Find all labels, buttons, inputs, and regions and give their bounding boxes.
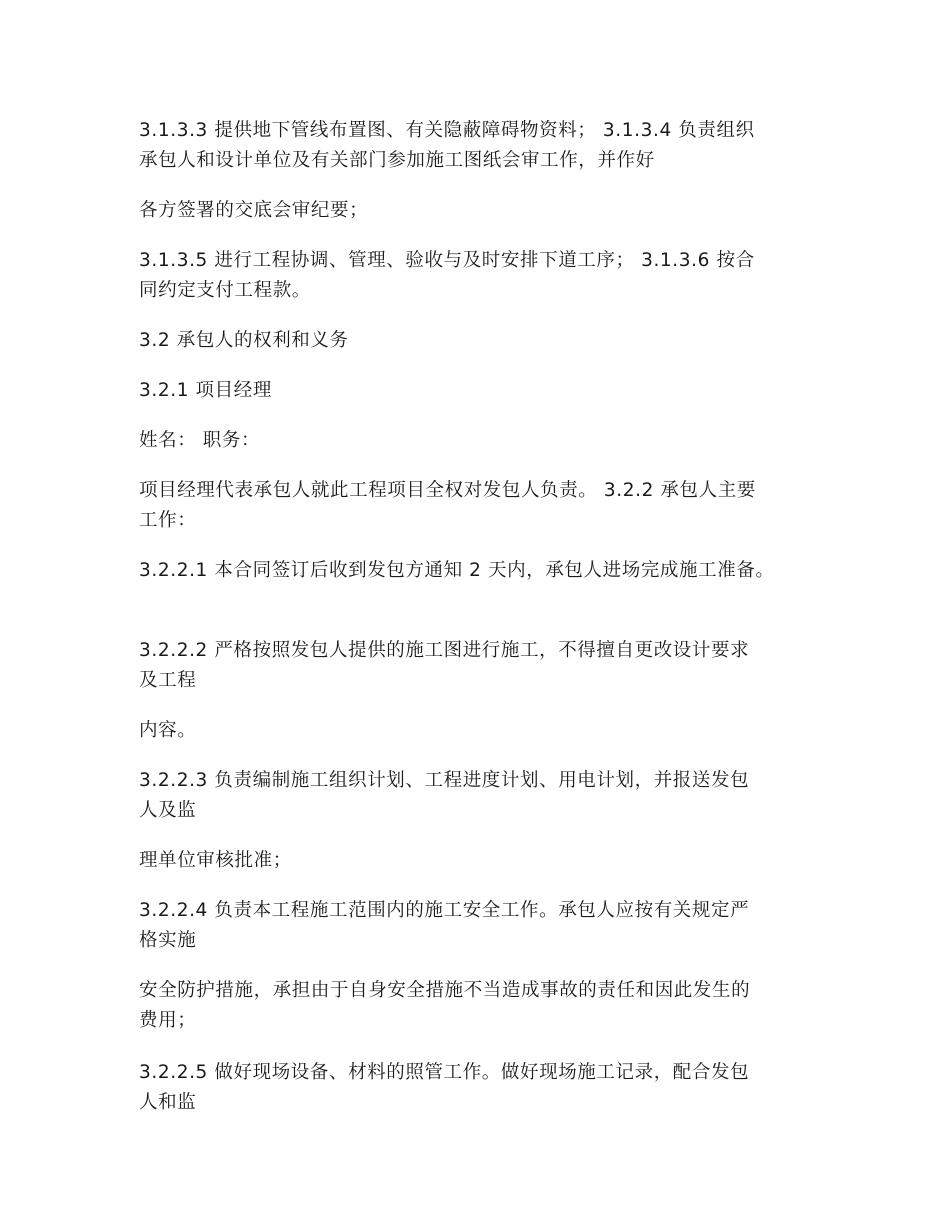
text-line: 人和监: [139, 1092, 197, 1113]
text-line: 安全防护措施，承担由于自身安全措施不当造成事故的责任和因此发生的: [139, 980, 751, 1001]
text-line: 费用；: [139, 1010, 197, 1031]
text-line: 3.2 承包人的权利和义务: [139, 330, 349, 351]
text-line: 及工程: [139, 670, 197, 691]
paragraph-3-2-2-1: [139, 556, 829, 586]
text-line: 3.1.3.5 进行工程协调、管理、验收与及时安排下道工序； 3.1.3.6 按合: [139, 250, 755, 271]
paragraph-3-2-2-4: [139, 896, 829, 956]
text-line: 3.2.2.1 本合同签订后收到发包方通知 2 天内，承包人进场完成施工准备。: [139, 560, 775, 581]
paragraph-3-2-2-3: [139, 766, 829, 826]
text-line: 3.1.3.3 提供地下管线布置图、有关隐蔽障碍物资料； 3.1.3.4 负责组织: [139, 120, 755, 141]
text-line: 姓名： 职务：: [139, 430, 261, 451]
paragraph-anquan-fanghu: [139, 976, 829, 1036]
text-line: 3.2.2.5 做好现场设备、材料的照管工作。做好现场施工记录，配合发包: [139, 1062, 750, 1083]
paragraph-3-2-2-2: [139, 636, 829, 696]
text-line: 人及监: [139, 800, 197, 821]
paragraph-neirong: [139, 716, 829, 746]
paragraph-name-title: [139, 426, 829, 456]
text-line: 项目经理代表承包人就此工程项目全权对发包人负责。 3.2.2 承包人主要: [139, 480, 756, 501]
section-heading-3-2-1: [139, 376, 829, 406]
text-line: 理单位审核批准；: [139, 850, 292, 871]
text-line: 3.2.2.2 严格按照发包人提供的施工图进行施工，不得擅自更改设计要求: [139, 640, 750, 661]
section-heading-3-2: [139, 326, 829, 356]
paragraph-jiaodi-jiyao: [139, 196, 829, 226]
text-line: 各方签署的交底会审纪要；: [139, 200, 369, 221]
text-line: 内容。: [139, 720, 197, 741]
paragraph-project-manager: [139, 476, 829, 536]
paragraph-3-1-3-5: [139, 246, 829, 306]
text-line: 格实施: [139, 930, 197, 951]
paragraph-3-1-3-3: [139, 116, 829, 176]
text-line: 同约定支付工程款。: [139, 280, 311, 301]
text-line: 3.2.1 项目经理: [139, 380, 272, 401]
text-line: 3.2.2.4 负责本工程施工范围内的施工安全工作。承包人应按有关规定严: [139, 900, 750, 921]
paragraph-shenhe-pizhun: [139, 846, 829, 876]
text-line: 承包人和设计单位及有关部门参加施工图纸会审工作，并作好: [139, 150, 655, 171]
text-line: 3.2.2.3 负责编制施工组织计划、工程进度计划、用电计划，并报送发包: [139, 770, 750, 791]
paragraph-3-2-2-5: [139, 1058, 829, 1118]
text-line: 工作：: [139, 510, 197, 531]
